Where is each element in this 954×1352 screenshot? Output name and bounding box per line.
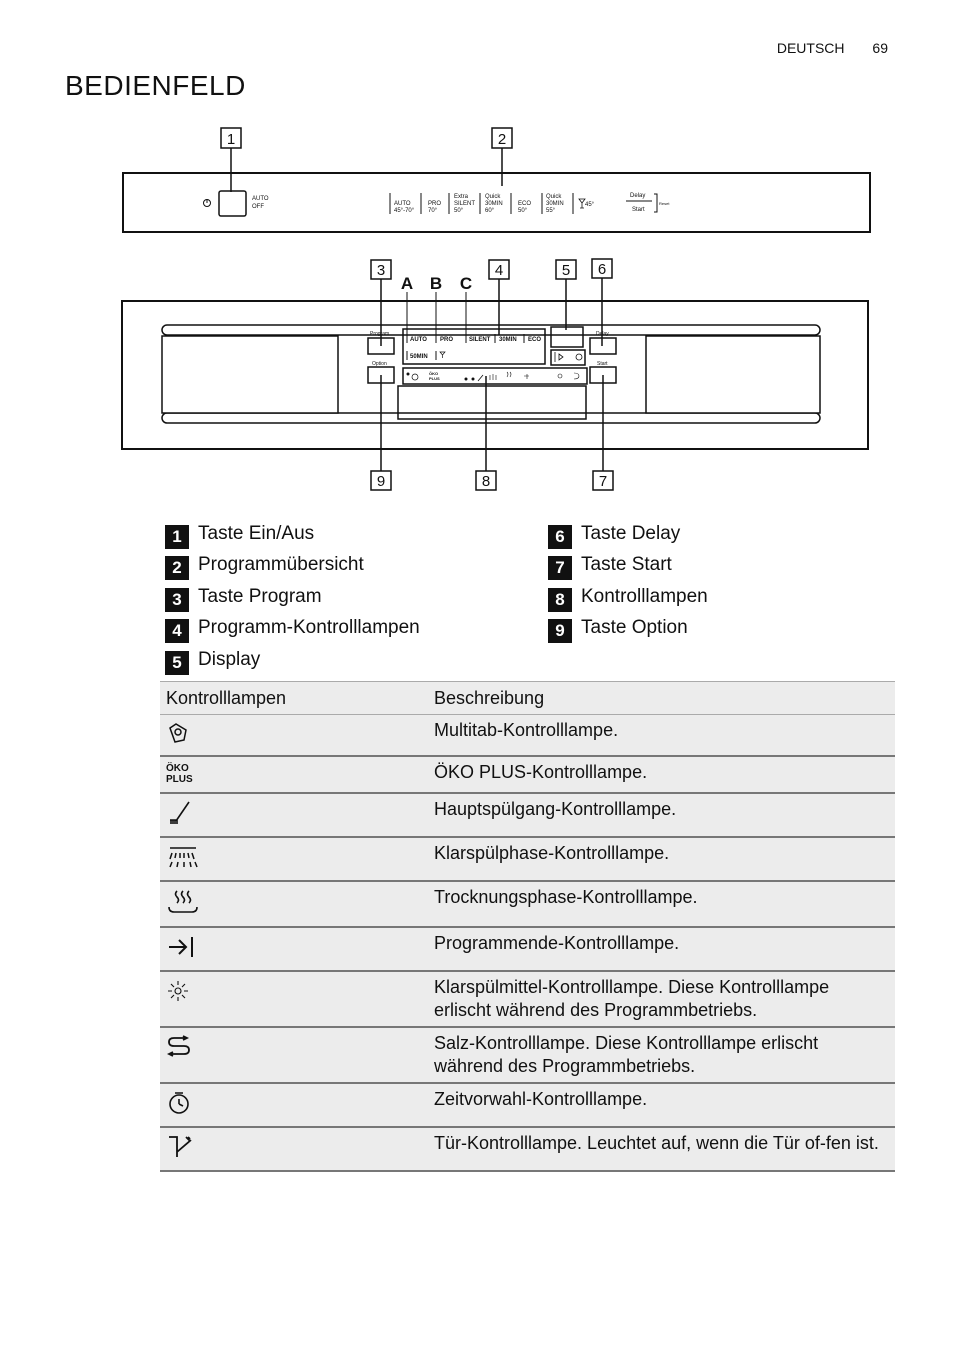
letter-b: B (429, 274, 443, 293)
prog-eco: ECO (528, 337, 542, 343)
legend-badge: 4 (165, 619, 189, 643)
indicator-table (160, 681, 895, 1172)
prog-top-silent: SILENT (454, 201, 476, 207)
legend-item (165, 613, 420, 645)
prog-top-30min-2: 30MIN (546, 201, 564, 207)
auto-label: AUTO (252, 196, 269, 202)
table-description: Tür-Kontrolllampe. Leuchtet auf, wenn die Tür of-fen ist. (428, 1127, 895, 1171)
table-row (160, 793, 895, 837)
oko-plus-icon (166, 763, 193, 785)
plus-icon-text: PLUS (166, 774, 193, 785)
prog-silent: SILENT (469, 337, 491, 343)
legend-item (165, 581, 420, 613)
oko-icon-text: ÖKO (166, 763, 189, 774)
legend-text: Taste Delay (581, 522, 681, 544)
program-end-icon (166, 934, 196, 960)
prog-top-glass-temp: 45° (585, 202, 595, 208)
salt-icon (166, 1034, 192, 1060)
right-panel-window (646, 336, 820, 413)
page-title: BEDIENFELD (65, 70, 246, 101)
control-panel-diagram (0, 0, 954, 500)
table-row (160, 1127, 895, 1171)
legend-text: Taste Start (581, 554, 672, 576)
prog-top-silent-temp: 50° (454, 208, 464, 214)
callout-7: 7 (598, 473, 608, 490)
legend-badge: 8 (548, 588, 572, 612)
letter-a: A (400, 274, 414, 293)
table-row (160, 715, 895, 757)
rinse-aid-icon (166, 978, 192, 1004)
header-language: DEUTSCH (776, 40, 845, 56)
panel-rail-top (162, 325, 820, 335)
legend-text: Taste Program (198, 585, 322, 607)
callout-2: 2 (497, 131, 507, 148)
multitab-icon (166, 721, 190, 745)
prog-top-30min-2-temp: 55° (546, 208, 556, 214)
table-row (160, 837, 895, 881)
prog-top-eco: ECO (518, 201, 532, 207)
callout-9: 9 (376, 473, 386, 490)
prog-top-30min: 30MIN (485, 201, 503, 207)
program-label: Program (370, 331, 390, 337)
panel-rail-bottom (162, 413, 820, 423)
header-page-number: 69 (872, 40, 888, 56)
prog-30min: 30MIN (499, 337, 517, 343)
legend-badge: 9 (548, 619, 572, 643)
table-description: Salz-Kontrolllampe. Diese Kontrolllampe erlischt während des Programmbetriebs. (428, 1027, 895, 1083)
legend-badge: 3 (165, 588, 189, 612)
prog-auto: AUTO (410, 337, 427, 343)
rinse-icon (166, 844, 200, 870)
prog-pro: PRO (440, 337, 454, 343)
prog-top-quick-2: Quick (546, 194, 562, 200)
prog-top-quick: Quick (485, 194, 501, 200)
table-header-lamps: Kontrolllampen (160, 682, 428, 715)
drying-icon (166, 888, 200, 916)
reset-label: Reset (659, 201, 670, 206)
letter-c: C (459, 274, 473, 293)
table-description: ÖKO PLUS-Kontrolllampe. (428, 756, 895, 793)
table-description: Klarspülmittel-Kontrolllampe. Diese Kontrolllampe erlischt während des Programmbetriebs. (428, 971, 895, 1027)
legend-item (165, 518, 420, 550)
callout-6: 6 (597, 261, 607, 278)
callout-4: 4 (494, 262, 504, 279)
delay-button (590, 338, 616, 354)
prog-top-pro: PRO (428, 201, 442, 207)
legend-badge: 2 (165, 556, 189, 580)
legend-text: Programmübersicht (198, 554, 364, 576)
table-row (160, 881, 895, 927)
legend-left-column (165, 518, 420, 676)
delay-label-top: Delay (630, 193, 646, 199)
table-row (160, 927, 895, 971)
table-header-description: Beschreibung (428, 682, 895, 715)
callout-3: 3 (376, 262, 386, 279)
oko-label-small: ÖKO (429, 371, 439, 376)
start-label: Start (597, 361, 608, 367)
option-label: Option (372, 361, 387, 367)
legend-item (548, 550, 708, 582)
display (551, 327, 583, 347)
prog-50min: 50MIN (410, 354, 428, 360)
prog-top-auto: AUTO (394, 201, 411, 207)
main-wash-icon (166, 800, 192, 826)
legend-item (548, 613, 708, 645)
legend-right-column (548, 518, 708, 644)
legend-badge: 5 (165, 651, 189, 675)
legend-text: Programm-Kontrolllampen (198, 617, 420, 639)
power-button (219, 191, 246, 216)
legend-badge: 6 (548, 525, 572, 549)
table-description: Programmende-Kontrolllampe. (428, 927, 895, 971)
table-description: Trocknungsphase-Kontrolllampe. (428, 881, 895, 927)
table-description: Multitab-Kontrolllampe. (428, 715, 895, 757)
table-row (160, 971, 895, 1027)
legend-item (165, 550, 420, 582)
legend-item (548, 518, 708, 550)
legend-text: Kontrolllampen (581, 585, 708, 607)
legend-item (548, 581, 708, 613)
prog-top-pro-temp: 70° (428, 208, 438, 214)
legend-text: Taste Option (581, 617, 688, 639)
table-row (160, 756, 895, 793)
legend-badge: 7 (548, 556, 572, 580)
delay-timer-icon (166, 1090, 192, 1116)
table-description: Klarspülphase-Kontrolllampe. (428, 837, 895, 881)
table-description: Zeitvorwahl-Kontrolllampe. (428, 1083, 895, 1127)
legend-item (165, 644, 420, 676)
prog-top-extra: Extra (454, 194, 469, 200)
delay-label: Delay (596, 331, 609, 337)
lower-display-window (398, 386, 586, 419)
prog-top-eco-temp: 50° (518, 208, 528, 214)
door-icon (166, 1134, 196, 1160)
callout-8: 8 (481, 473, 491, 490)
table-description: Hauptspülgang-Kontrolllampe. (428, 793, 895, 837)
table-header-row (160, 682, 895, 715)
table-row (160, 1027, 895, 1083)
prog-top-auto-temp: 45°-70° (394, 208, 415, 214)
start-label-top: Start (632, 207, 645, 213)
table-row (160, 1083, 895, 1127)
off-label: OFF (252, 204, 264, 210)
legend-text: Display (198, 648, 261, 670)
callout-1: 1 (226, 131, 236, 148)
prog-top-30min-temp: 60° (485, 208, 495, 214)
legend-badge: 1 (165, 525, 189, 549)
plus-label-small: PLUS (429, 376, 440, 381)
callout-5: 5 (561, 262, 571, 279)
left-panel-window (162, 336, 338, 413)
legend-text: Taste Ein/Aus (198, 522, 315, 544)
status-icons-area (551, 350, 585, 365)
